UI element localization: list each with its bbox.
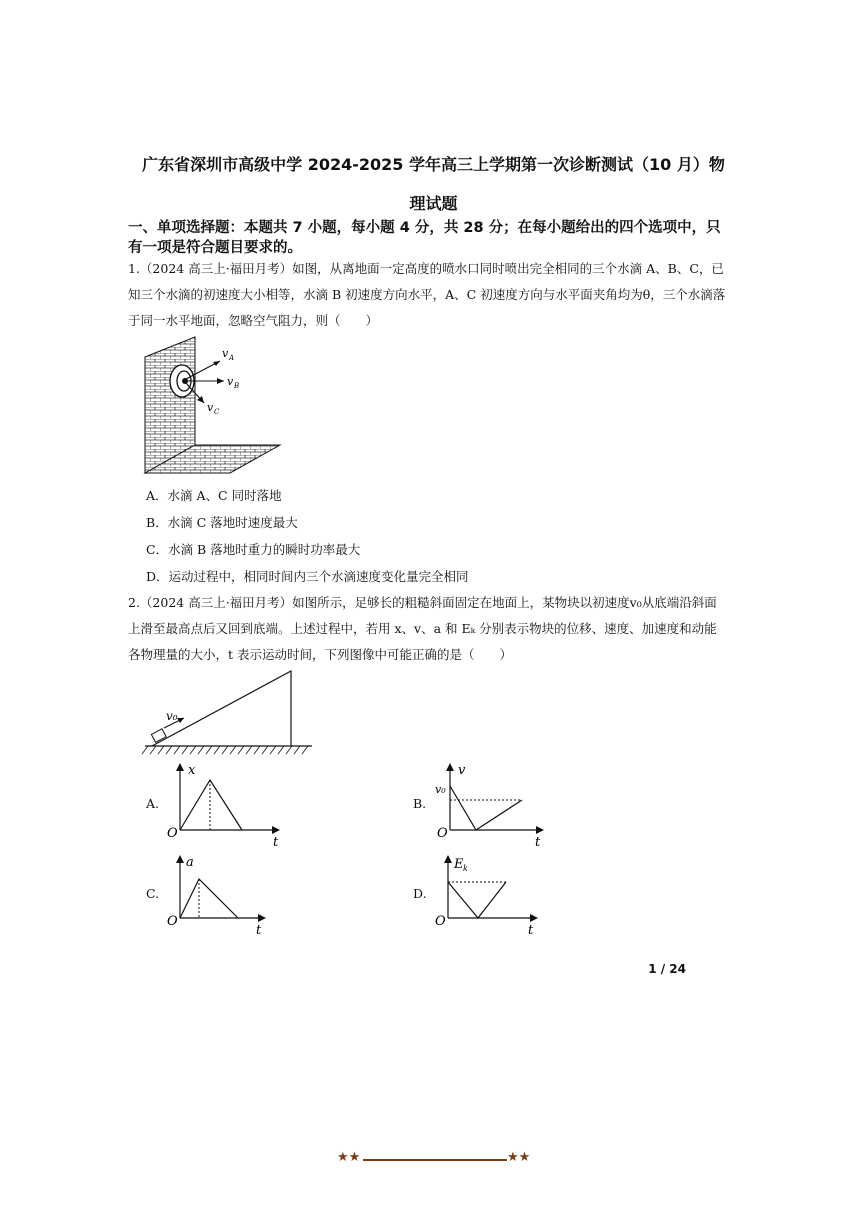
section-heading: 一、单项选择题：本题共 7 小题，每小题 4 分，共 28 分；在每小题给出的四个选项中，只有一项是符合题目要求的。 [128,220,721,256]
question-1-stem: 1.（2024 高三上·福田月考）如图，从离地面一定高度的喷水口同时喷出完全相同的三个水滴 A、B、C，已知三个水滴的初速度大小相等，水滴 B 初速度方向水平，A、C 初速度方向与水平面夹角均为θ，三个水滴落于同一水平地面，忽略空气阻力，则（ ） [128,261,726,328]
question-1-option-c: C．水滴 B 落地时重力的瞬时功率最大 [146,542,361,557]
footer-stars-right: ★★ [507,1150,531,1165]
graph-c-y-axis: a [186,855,194,870]
graph-c-origin: O [167,914,178,929]
footer-decoration [337,1150,533,1170]
question-1-option-b: B．水滴 C 落地时速度最大 [146,515,298,530]
page-number: 1 / 24 [648,962,686,976]
graph-b [432,760,552,848]
graph-a-x-axis: t [273,835,279,848]
question-2-stem: 2.（2024 高三上·福田月考）如图所示，足够长的粗糙斜面固定在地面上，某物块以初速度v₀从底端沿斜面上滑至最高点后又回到底端。上述过程中，若用 x、v、a 和 Eₖ 分别表示物块的位移、速度、加速度和动能各物理量的大小，t 表示运动时间，下列图像中可能正确的是（ ） [128,595,717,662]
v0-label: v₀ [166,709,178,723]
graph-a-origin: O [167,826,178,841]
graph-a-label: A. [146,796,160,811]
graph-d-y-axis-sub: k [463,864,468,873]
vc-sub: C [214,408,220,416]
question-1-option-d: D．运动过程中，相同时间内三个水滴速度变化量完全相同 [146,569,469,584]
fountain-figure [140,335,285,480]
graph-b-x-axis: t [535,835,541,848]
footer-stars-left: ★★ [337,1150,361,1165]
graph-d-x-axis: t [528,923,534,938]
graph-d-y-axis: E [454,857,464,872]
question-1-option-a: A．水滴 A、C 同时落地 [146,488,282,503]
graph-b-y-axis: v [458,763,466,778]
va-sub: A [229,354,235,362]
graph-d [432,852,552,940]
footer-divider [363,1159,507,1161]
graph-b-v0-label: v₀ [435,783,446,796]
graph-b-label: B. [413,796,427,811]
graph-b-origin: O [437,826,448,841]
va-label: v [222,347,229,360]
vc-label: v [207,401,214,414]
document-title-line1: 广东省深圳市高级中学 2024-2025 学年高三上学期第一次诊断测试（10 月）物 [142,155,725,174]
vb-sub: B [234,382,240,390]
graph-d-label: D. [413,886,427,901]
graph-a-y-axis: x [188,763,196,778]
incline-figure [140,668,315,758]
graph-c-x-axis: t [256,923,262,938]
graph-c-label: C. [146,886,160,901]
graph-c [166,852,276,940]
graph-a [166,760,286,848]
graph-d-origin: O [435,914,446,929]
vb-label: v [227,375,234,388]
document-title-line2: 理试题 [409,194,458,213]
